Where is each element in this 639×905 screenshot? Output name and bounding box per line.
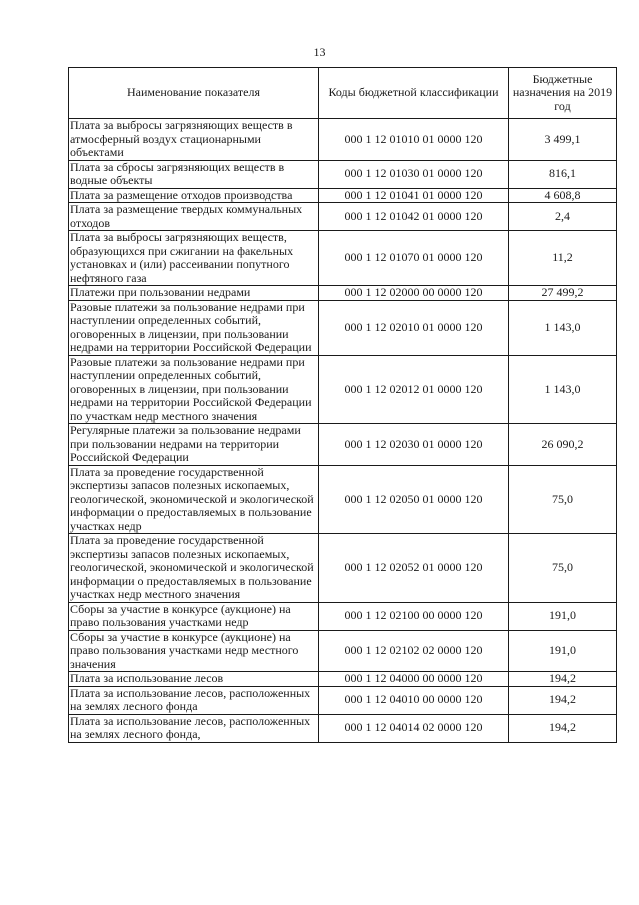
row-amount: 75,0 bbox=[509, 465, 617, 534]
row-name: Плата за сбросы загрязняющих веществ в водные объекты bbox=[69, 160, 319, 188]
header-code: Коды бюджетной классификации bbox=[319, 68, 509, 119]
table-row bbox=[69, 630, 617, 672]
row-code: 000 1 12 02050 01 0000 120 bbox=[319, 465, 509, 534]
header-budget: Бюджетные назначения на 2019 год bbox=[509, 68, 617, 119]
table-row bbox=[69, 465, 617, 534]
row-code: 000 1 12 02052 01 0000 120 bbox=[319, 534, 509, 603]
row-amount: 75,0 bbox=[509, 534, 617, 603]
row-code: 000 1 12 04010 00 0000 120 bbox=[319, 686, 509, 714]
row-code: 000 1 12 01010 01 0000 120 bbox=[319, 119, 509, 161]
row-name: Плата за выбросы загрязняющих веществ, образующихся при сжигании на факельных установках и (или) рассеивании попутного нефтяного газа bbox=[69, 231, 319, 286]
row-amount: 191,0 bbox=[509, 602, 617, 630]
row-name: Плата за выбросы загрязняющих веществ в атмосферный воздух стационарными объектами bbox=[69, 119, 319, 161]
row-code: 000 1 12 04014 02 0000 120 bbox=[319, 714, 509, 742]
table-row bbox=[69, 424, 617, 466]
table-row bbox=[69, 672, 617, 687]
table-row bbox=[69, 300, 617, 355]
header-name: Наименование показателя bbox=[69, 68, 319, 119]
row-amount: 194,2 bbox=[509, 686, 617, 714]
row-code: 000 1 12 02102 02 0000 120 bbox=[319, 630, 509, 672]
table-row bbox=[69, 602, 617, 630]
row-name: Плата за использование лесов, расположенных на землях лесного фонда bbox=[69, 686, 319, 714]
row-code: 000 1 12 01070 01 0000 120 bbox=[319, 231, 509, 286]
row-code: 000 1 12 02030 01 0000 120 bbox=[319, 424, 509, 466]
row-name: Плата за размещение твердых коммунальных отходов bbox=[69, 203, 319, 231]
row-code: 000 1 12 02000 00 0000 120 bbox=[319, 286, 509, 301]
row-code: 000 1 12 02010 01 0000 120 bbox=[319, 300, 509, 355]
table-row bbox=[69, 714, 617, 742]
row-amount: 26 090,2 bbox=[509, 424, 617, 466]
row-code: 000 1 12 02012 01 0000 120 bbox=[319, 355, 509, 424]
row-name: Плата за проведение государственной экспертизы запасов полезных ископаемых, геологической, экономической и экологической информации о предоставляемых в пользование участках недр местного значения bbox=[69, 534, 319, 603]
row-code: 000 1 12 02100 00 0000 120 bbox=[319, 602, 509, 630]
row-name: Разовые платежи за пользование недрами при наступлении определенных событий, оговоренных в лицензии, при пользовании недрами на территории Российской Федерации по участкам недр местного значения bbox=[69, 355, 319, 424]
row-name: Сборы за участие в конкурсе (аукционе) на право пользования участками недр местного значения bbox=[69, 630, 319, 672]
table-row bbox=[69, 286, 617, 301]
row-amount: 2,4 bbox=[509, 203, 617, 231]
row-name: Плата за использование лесов bbox=[69, 672, 319, 687]
row-code: 000 1 12 01041 01 0000 120 bbox=[319, 188, 509, 203]
table-row bbox=[69, 119, 617, 161]
budget-table bbox=[68, 67, 617, 743]
table-row bbox=[69, 355, 617, 424]
row-name: Плата за размещение отходов производства bbox=[69, 188, 319, 203]
row-code: 000 1 12 01030 01 0000 120 bbox=[319, 160, 509, 188]
row-name: Регулярные платежи за пользование недрами при пользовании недрами на территории Российской Федерации bbox=[69, 424, 319, 466]
row-amount: 1 143,0 bbox=[509, 300, 617, 355]
row-amount: 194,2 bbox=[509, 672, 617, 687]
row-name: Сборы за участие в конкурсе (аукционе) на право пользования участками недр bbox=[69, 602, 319, 630]
page-number: 13 bbox=[313, 45, 326, 59]
table-header-row bbox=[69, 68, 617, 119]
row-amount: 191,0 bbox=[509, 630, 617, 672]
table-row bbox=[69, 231, 617, 286]
row-amount: 816,1 bbox=[509, 160, 617, 188]
row-amount: 11,2 bbox=[509, 231, 617, 286]
row-name: Платежи при пользовании недрами bbox=[69, 286, 319, 301]
row-code: 000 1 12 01042 01 0000 120 bbox=[319, 203, 509, 231]
table-row bbox=[69, 188, 617, 203]
table-row bbox=[69, 534, 617, 603]
row-amount: 3 499,1 bbox=[509, 119, 617, 161]
row-amount: 1 143,0 bbox=[509, 355, 617, 424]
table-row bbox=[69, 203, 617, 231]
row-amount: 4 608,8 bbox=[509, 188, 617, 203]
row-amount: 27 499,2 bbox=[509, 286, 617, 301]
table-row bbox=[69, 686, 617, 714]
row-amount: 194,2 bbox=[509, 714, 617, 742]
row-code: 000 1 12 04000 00 0000 120 bbox=[319, 672, 509, 687]
table-row bbox=[69, 160, 617, 188]
row-name: Плата за использование лесов, расположенных на землях лесного фонда, bbox=[69, 714, 319, 742]
row-name: Плата за проведение государственной экспертизы запасов полезных ископаемых, геологической, экономической и экологической информации о предоставляемых в пользование участках недр bbox=[69, 465, 319, 534]
row-name: Разовые платежи за пользование недрами при наступлении определенных событий, оговоренных в лицензии, при пользовании недрами на территории Российской Федерации bbox=[69, 300, 319, 355]
